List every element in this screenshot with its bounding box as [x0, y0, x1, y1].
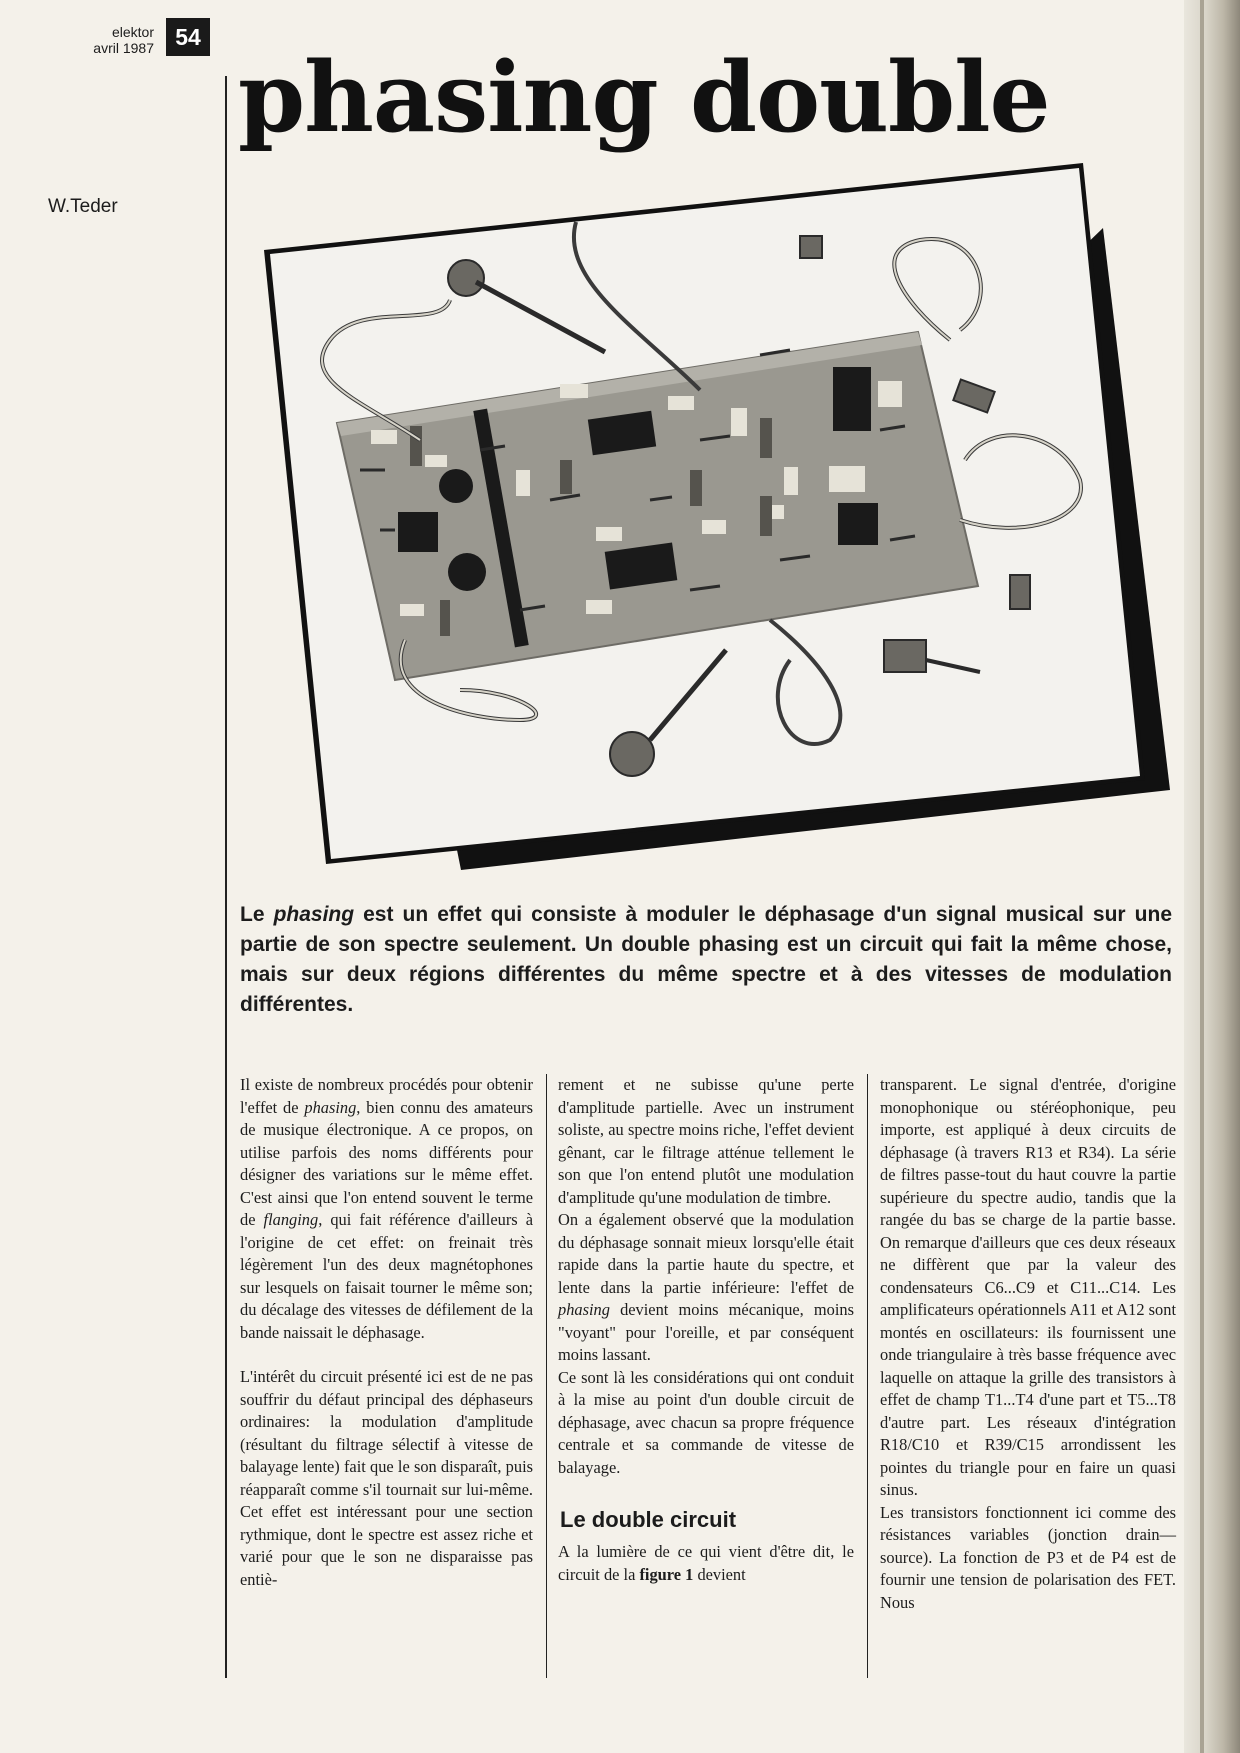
text-run: A la lumière de ce qui vient d'être dit, le circuit de la: [558, 1542, 854, 1584]
paragraph: transparent. Le signal d'entrée, d'origine monophonique ou stéréophonique, peu importe, est appliqué à deux circuits de déphasage (à travers R13 et R34). La série de filtres passe-tout du haut couvre la partie supérieure du spectre audio, tandis que la rangée du bas se charge de la partie basse. On remarque d'ailleurs que ces deux réseaux ne diffèrent que par la valeur des condensateurs C6...C9 et C11...C14. Les amplificateurs opérationnels A11 et A12 sont montés en oscillateurs: ils fournissent une onde triangulaire à très basse fréquence avec laquelle on attaque la grille des transistors à effet de champ T1...T4 d'une part et T5...T8 d'autre part. Les réseaux d'intégration R18/C10 et R39/C15 arrondissent les pointes du triangle pour en faire un quasi sinus.: [880, 1075, 1176, 1499]
italic-term: flanging: [263, 1210, 319, 1229]
magazine-name: elektor: [111, 24, 154, 40]
paragraph: L'intérêt du circuit présenté ici est de ne pas souffrir du défaut principal des déphaseurs ordinaires: la modulation d'amplitude (résultant du filtrage sélectif à vitesse de balayage lente) fait que le son disparaît, puis réapparaît comme s'il tournait sur lui-même. Cet effet est intéressant pour une section rythmique, dont le spectre est assez riche et varié pour que le son ne disparaisse pas entiè-: [240, 1367, 533, 1589]
section-heading: Le double circuit: [560, 1507, 737, 1532]
text-run: devient: [693, 1564, 746, 1584]
page-edge-line: [1200, 0, 1204, 1753]
lead-text-rest: est un effet qui consiste à moduler le déphasage d'un signal musical sur une partie de son spectre seulement. Un double phasing est un circuit qui fait la même chose, mais sur deux régions différentes du même spectre et à des vitesses de modulation différentes.: [240, 903, 1172, 1016]
paragraph: [558, 1541, 854, 1586]
article-title: phasing double: [238, 41, 1050, 154]
text-column-3: [880, 1074, 1176, 1614]
paragraph: Ce sont là les considérations qui ont conduit à la mise au point d'un double circuit de déphasage, avec chacun sa propre fréquence centrale et sa commande de vitesse de balayage.: [558, 1367, 854, 1477]
italic-term: phasing: [558, 1300, 610, 1319]
text-run: On a également observé que la modulation du déphasage sonnait mieux lorsqu'elle était rapide dans la partie haute du spectre, et lente dans la partie inférieure: l'effet de: [558, 1210, 854, 1297]
column-rule: [546, 1074, 547, 1678]
text-run: , qui fait référence d'ailleurs à l'origine de cet effet: on freinait très légèrement l'un des deux magnétophones sur lesquels on faisait tourner le même son; du décalage des vitesses de défilement de la bande naissait le déphasage.: [240, 1210, 534, 1342]
author: W.Teder: [48, 196, 118, 217]
italic-term: phasing: [304, 1097, 357, 1117]
page-edge: [1184, 0, 1240, 1753]
paragraph: [240, 1074, 533, 1344]
issue-date: avril 1987: [93, 40, 154, 56]
text-run: Il existe de nombreux procédés pour obtenir l'effet de: [240, 1075, 533, 1117]
page-number: 54: [166, 18, 210, 56]
figure-reference: figure 1: [639, 1564, 694, 1584]
lead-italic-term: phasing: [273, 903, 355, 926]
paragraph: rement et ne subisse qu'une perte d'amplitude partielle. Avec un instrument soliste, au spectre moins riche, l'effet devient gênant, car le filtrage atténue tellement le son que l'on entend plutôt une modulation d'amplitude qu'une modulation de timbre.: [558, 1075, 854, 1207]
paragraph: Les transistors fonctionnent ici comme des résistances variables (jonction drain—source). La fonction de P3 et de P4 est de fournir une tension de polarisation des FET. Nous: [880, 1502, 1176, 1612]
paragraph: [558, 1209, 854, 1367]
text-column-1: [240, 1074, 533, 1591]
text-run: , bien connu des amateurs de musique électronique. A ce propos, on utilise parfois des noms différents pour désigner des variations sur le même effet. C'est ainsi que l'on entend souvent le terme de: [240, 1097, 533, 1229]
text-column-2: [558, 1074, 854, 1586]
lead-text: Le: [240, 903, 274, 926]
column-rule: [867, 1074, 868, 1678]
text-run: devient moins mécanique, moins "voyant" pour l'oreille, et par conséquent moins lassant.: [558, 1300, 854, 1364]
lead-paragraph: [240, 900, 1172, 1020]
